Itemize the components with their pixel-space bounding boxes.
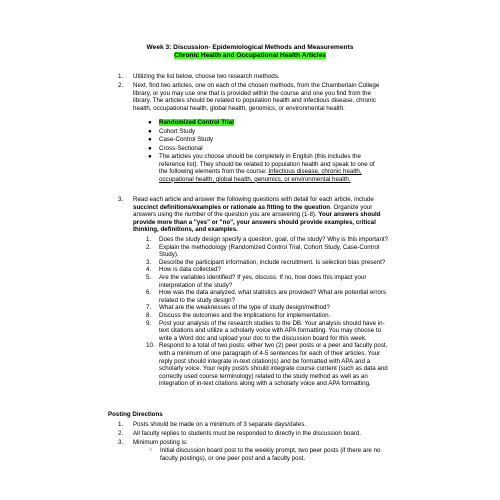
- bullet-icon: ●: [148, 119, 152, 126]
- page-subtitle: [0, 52, 500, 60]
- list-item: [149, 447, 381, 462]
- question-text: How was the data analyzed, what statistics are provided? What are potential errors related to the study design?: [159, 289, 386, 304]
- list-number: 10.: [146, 342, 155, 350]
- list-item: [148, 136, 388, 145]
- posting-list: [118, 421, 388, 447]
- list-item: [148, 119, 388, 128]
- question-text: Explain the methodology (Randomized Control Trial, Cohort Study, Case-Control Study).: [159, 243, 380, 259]
- question-text: Describe the participant information, include recruitment. Is selection bias present?: [159, 258, 386, 266]
- question-text: Respond to a total of two posts: either two (2) peer posts or a peer and faculty post, with a minimum of one paragraph of 4-5 sentences for each of their articles. Your reply post should integrate in-text citation(s) and be formatted with APA and a scholarly voice. Your reply post/s should integrate course content (such as data and correctly used course terminology) related to the study method as well as an integration of in-text citations along with a scholarly voice and APA formatting.: [159, 342, 388, 388]
- list-text: Next, find two articles, one on each of the chosen methods, from the Chamberlain College library, or you may use one that is provided within the course and one you find from the library. The articles should be related to population health and infectious disease, chronic health, occupational health, global health, genomics, or environmental health:: [133, 82, 380, 112]
- list-item: [146, 342, 392, 388]
- list-item: [146, 304, 392, 312]
- list-number: 5.: [146, 273, 152, 281]
- list-number: 4.: [146, 266, 152, 274]
- method-list: [148, 119, 388, 183]
- question-text: Does the study design specify a question, goal, of the study? Why is this important?: [159, 236, 389, 243]
- list-number: 6.: [146, 289, 152, 297]
- method-label: Cross-Sectional: [159, 144, 203, 152]
- list-item: [146, 274, 392, 289]
- list-text: Utilizing the list below, choose two research methods.: [133, 73, 280, 80]
- section-heading: Posting Directions: [108, 411, 163, 418]
- subtitle-highlight: Chronic Health and Occupational Health Articles: [174, 52, 326, 59]
- list-text: . Organize your answers using the number of the question you are answering (1-8).: [133, 203, 373, 219]
- list-item: [146, 244, 392, 259]
- question-list: [146, 236, 392, 388]
- list-item: [118, 421, 388, 429]
- list-number: 2.: [118, 82, 124, 89]
- note-underlined: Infectious disease, chronic health, occupational health, global health, genomics, or environmental health.: [159, 168, 362, 183]
- bullet-icon: ●: [148, 144, 152, 152]
- list-text-bold: succinct definitions/examples or rationale as fitting to the question: [133, 203, 330, 211]
- list-item: [148, 145, 388, 154]
- bullet-icon: ●: [148, 136, 152, 143]
- list-text-bold: Your answers should provide more than a "yes" or "no", your answers should provide examples, critical thinking, definitions, and examples.: [133, 211, 381, 234]
- list-number: 3.: [118, 439, 124, 447]
- bullet-icon: ●: [148, 153, 152, 160]
- list-text: All faculty replies to students must be responded to directly in the discussion board.: [133, 430, 362, 438]
- list-item: [146, 320, 392, 343]
- page-title: Week 3: Discussion- Epidemiological Methods and Measurements: [146, 44, 354, 51]
- list-number: 1.: [118, 73, 124, 80]
- list-item: [148, 128, 388, 137]
- list-item: [146, 289, 392, 304]
- list-number: 2.: [146, 243, 152, 251]
- list-number: 8.: [146, 311, 152, 319]
- list-text: Posts should be made on a minimum of 3 separate days/dates.: [133, 421, 307, 428]
- list-number: 2.: [118, 430, 124, 438]
- question-text: Post your analysis of the research studies to the DB. Your analysis should have in-text citations and utilize a scholarly voice with APA formatting. You may choose to write a Word doc and upload your doc to the discussion board for this week.: [159, 319, 385, 342]
- list-text: Read each article and answer the following questions with detail for each article, include: [133, 196, 374, 203]
- list-item: [146, 259, 392, 267]
- question-text: What are the weaknesses of the type of study design/method?: [159, 304, 330, 312]
- list-item: [146, 266, 392, 274]
- list-item: [148, 153, 380, 183]
- list-text: Initial discussion board post to the weekly prompt, two peer posts (if there are no faculty postings), or one peer post and a faculty post.: [160, 447, 381, 462]
- list-number: 7.: [146, 304, 152, 312]
- list-item: [146, 236, 392, 244]
- posting-sub-list: [149, 447, 381, 462]
- list-item: [118, 82, 388, 112]
- list-number: 1.: [146, 236, 152, 243]
- list-number: 9.: [146, 319, 152, 327]
- method-label: Randomized Control Trial: [159, 119, 234, 126]
- question-text: How is data collected?: [159, 266, 221, 274]
- list-text: Minimum posting is:: [133, 439, 188, 447]
- list-item: [146, 312, 392, 320]
- list-item: [118, 430, 388, 438]
- bullet-icon: ●: [148, 127, 152, 135]
- circle-bullet-icon: ○: [149, 447, 153, 453]
- list-item: [118, 439, 388, 447]
- list-number: 3.: [146, 258, 152, 266]
- list-item: [118, 73, 388, 81]
- list-number: 3.: [118, 196, 124, 203]
- question-text: Are the variables identified? If yes, discuss. If no, how does this impact your interpretation of the study?: [159, 273, 367, 289]
- note-text: The articles you choose should be completely in English (this includes the reference list). They should be related to population health and speak to one of the following elements from the course:: [159, 153, 375, 176]
- method-label: Case-Control Study: [159, 136, 213, 143]
- list-item: [118, 196, 388, 234]
- question-text: Discuss the outcomes and the implications for implementation.: [159, 311, 331, 319]
- list-number: 1.: [118, 421, 124, 428]
- method-label: Cohort Study: [159, 127, 196, 135]
